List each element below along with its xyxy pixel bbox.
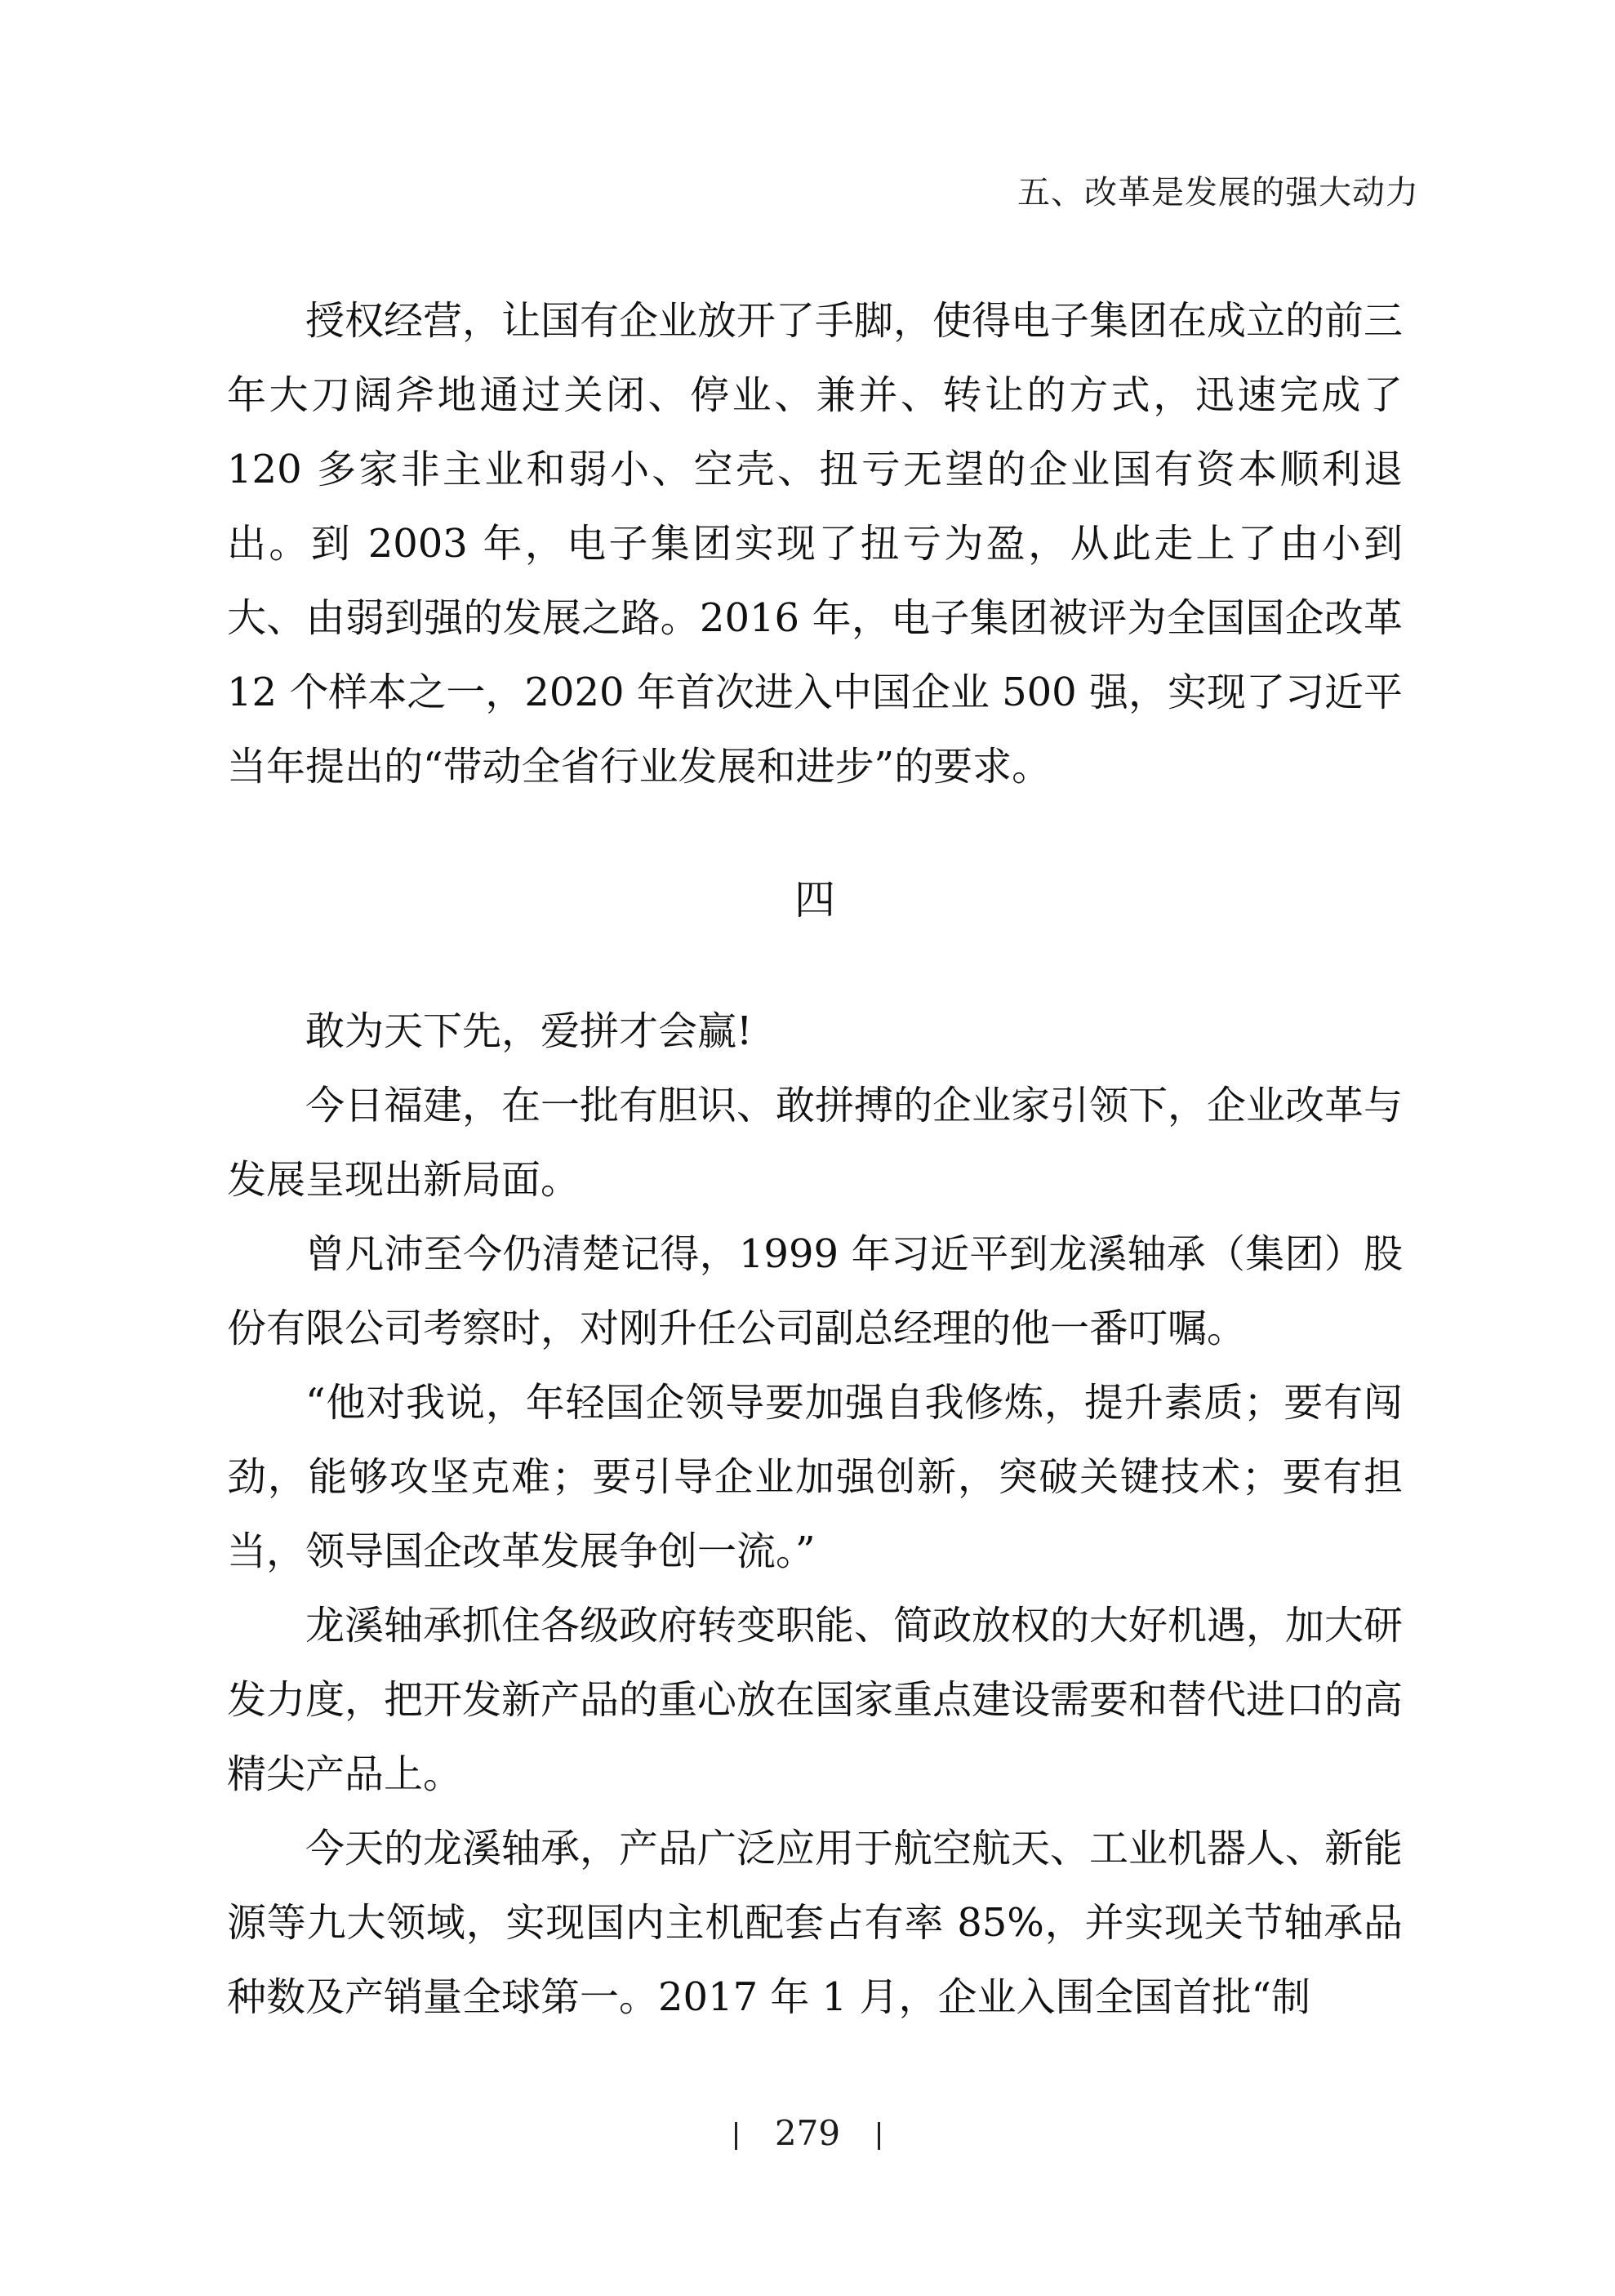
running-head: 五、改革是发展的强大动力 bbox=[1017, 174, 1419, 211]
paragraph: 敢为天下先，爱拼才会赢! bbox=[305, 1008, 753, 1054]
paragraph: 今天的龙溪轴承，产品广泛应用于航空航天、工业机器人、新能源等九大领域，实现国内主机配套占有率 85%，并实现关节轴承品种数及产销量全球第一。2017 年 1 月，企业入围全国首批“制 bbox=[227, 1826, 1404, 2020]
paragraph: 授权经营，让国有企业放开了手脚，使得电子集团在成立的前三年大刀阔斧地通过关闭、停业、兼并、转让的方式，迅速完成了 120 多家非主业和弱小、空壳、扭亏无望的企业国有资本顺利退出。到 2003 年，电子集团实现了扭亏为盈，从此走上了由小到大、由弱到强的发展之路。2016 年，电子集团被评为全国国企改革 12 个样本之一，2020 年首次进入中国企业 500 强，实现了习近平当年提出的“带动全省行业发展和进步”的要求。 bbox=[227, 298, 1404, 790]
page-footer bbox=[0, 2113, 1615, 2153]
paragraph: 曾凡沛至今仍清楚记得，1999 年习近平到龙溪轴承（集团）股份有限公司考察时，对刚升任公司副总经理的他一番叮嘱。 bbox=[227, 1231, 1403, 1351]
section-number: 四 bbox=[794, 876, 835, 923]
paragraph: “他对我说，年轻国企领导要加强自我修炼，提升素质；要有闯劲，能够攻坚克难；要引导企业加强创新，突破关键技术；要有担当，领导国企改革发展争创一流。” bbox=[227, 1380, 1403, 1574]
body-text bbox=[227, 284, 1403, 2035]
paragraph: 今日福建，在一批有胆识、敢拼搏的企业家引领下，企业改革与发展呈现出新局面。 bbox=[227, 1083, 1404, 1203]
page-number: 279 bbox=[774, 2113, 841, 2153]
footer-divider-left bbox=[735, 2122, 737, 2150]
paragraph: 龙溪轴承抓住各级政府转变职能、简政放权的大好机遇，加大研发力度，把开发新产品的重心放在国家重点建设需要和替代进口的高精尖产品上。 bbox=[227, 1603, 1404, 1797]
footer-divider-right bbox=[878, 2122, 880, 2150]
